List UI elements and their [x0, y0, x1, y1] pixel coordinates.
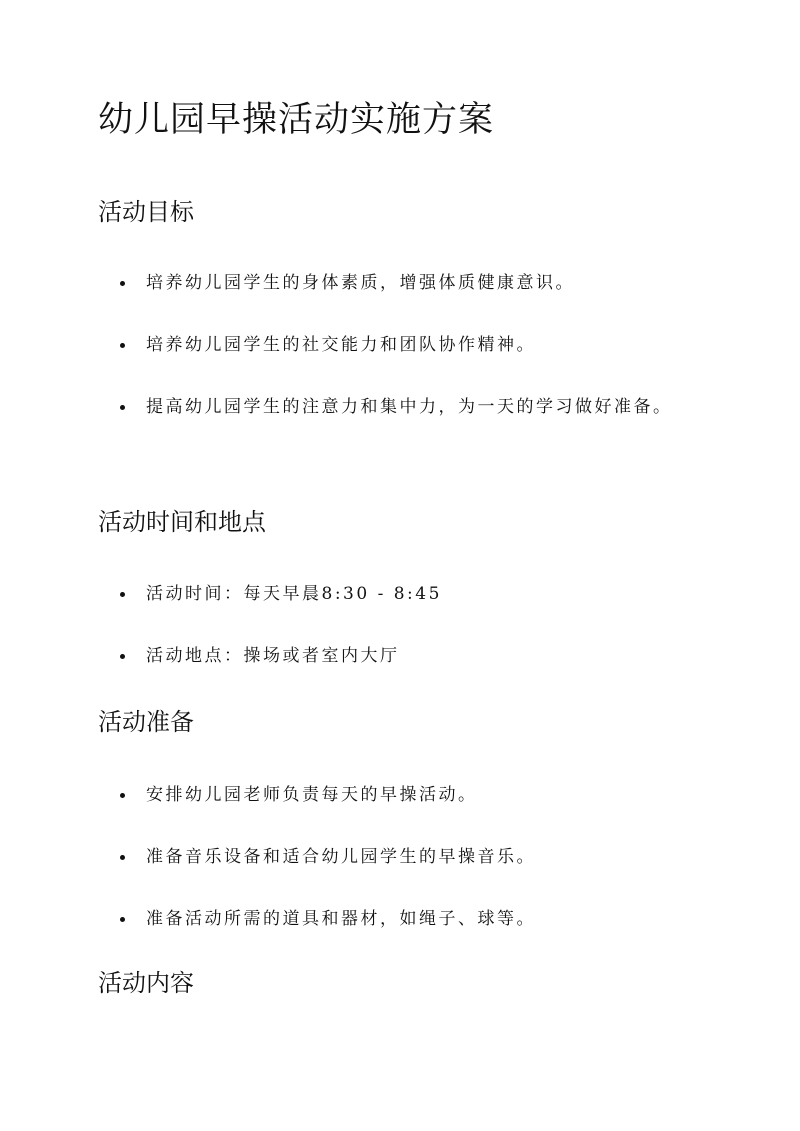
list-item-text: 提高幼儿园学生的注意力和集中力，为一天的学习做好准备。 [146, 397, 673, 417]
list-item-text: 安排幼儿园老师负责每天的早操活动。 [146, 785, 478, 805]
list-item [0, 252, 706, 314]
list-item-text: 准备音乐设备和适合幼儿园学生的早操音乐。 [146, 847, 536, 867]
bullet-dot-icon [120, 405, 125, 410]
list-item-text: 活动地点：操场或者室内大厅 [146, 646, 400, 666]
bullet-dot-icon [120, 592, 125, 597]
preparation-list [0, 764, 706, 950]
bullet-dot-icon [120, 654, 125, 659]
bullet-dot-icon [120, 917, 125, 922]
bullet-dot-icon [120, 793, 125, 798]
list-item-text: 活动时间：每天早晨8:30 - 8:45 [146, 584, 442, 604]
section-heading-content: 活动内容 [98, 969, 194, 997]
list-item [0, 314, 706, 376]
section-heading-preparation: 活动准备 [98, 708, 194, 736]
list-item [0, 764, 706, 826]
list-item [0, 563, 706, 625]
document-title: 幼儿园早操活动实施方案 [98, 100, 495, 140]
section-heading-goals: 活动目标 [98, 198, 194, 226]
bullet-dot-icon [120, 281, 125, 286]
list-item [0, 625, 706, 687]
list-item [0, 376, 691, 500]
list-item-text: 培养幼儿园学生的社交能力和团队协作精神。 [146, 335, 536, 355]
list-item-text: 培养幼儿园学生的身体素质，增强体质健康意识。 [146, 273, 575, 293]
goals-list [0, 252, 706, 500]
bullet-dot-icon [120, 343, 125, 348]
section-heading-time-place: 活动时间和地点 [98, 508, 266, 536]
bullet-dot-icon [120, 855, 125, 860]
list-item [0, 826, 706, 888]
time-place-list [0, 563, 706, 687]
list-item [0, 888, 706, 950]
list-item-text: 准备活动所需的道具和器材，如绳子、球等。 [146, 909, 536, 929]
